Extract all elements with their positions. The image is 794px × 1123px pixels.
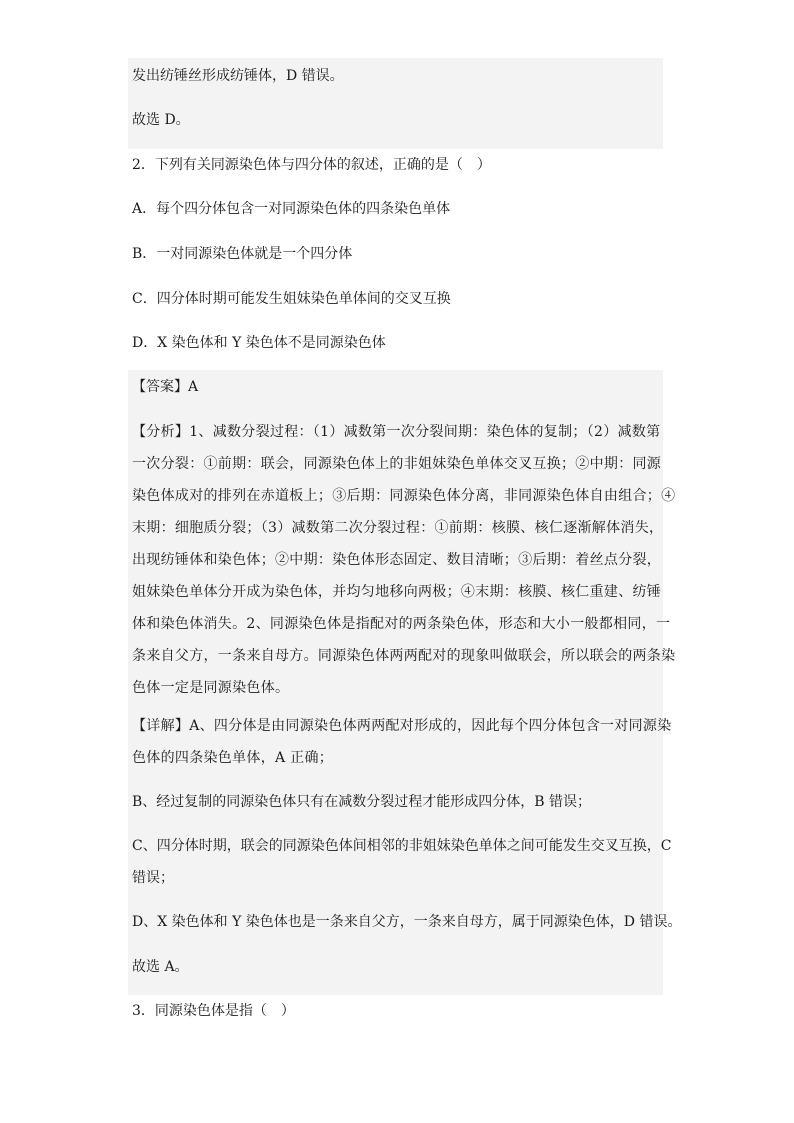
detail-b: B、经过复制的同源染色体只有在减数分裂过程才能形成四分体，B 错误； <box>132 794 592 810</box>
analysis-line-2: 一次分裂：①前期：联会，同源染色体上的非姐妹染色单体交叉互换；②中期：同源 <box>132 456 662 472</box>
question-2-option-a: A．每个四分体包含一对同源染色体的四条染色单体 <box>132 201 451 217</box>
analysis-line-4: 末期：细胞质分裂；（3）减数第二次分裂过程：①前期：核膜、核仁逐渐解体消失， <box>132 520 664 536</box>
question-2-stem: 2．下列有关同源染色体与四分体的叙述，正确的是（ ） <box>132 157 491 173</box>
question-3-stem: 3．同源染色体是指（ ） <box>132 1003 295 1019</box>
detail-line-1: 【详解】A、四分体是由同源染色体两两配对形成的，因此每个四分体包含一对同源染 <box>132 718 672 734</box>
analysis-line-1: 【分析】1、减数分裂过程：（1）减数第一次分裂间期：染色体的复制；（2）减数第 <box>132 424 661 440</box>
question-2-option-d: D．X 染色体和 Y 染色体不是同源染色体 <box>132 335 386 351</box>
analysis-line-3: 染色体成对的排列在赤道板上；③后期：同源染色体分离，非同源染色体自由组合；④ <box>132 488 676 504</box>
analysis-line-8: 条来自父方，一条来自母方。同源染色体两两配对的现象叫做联会，所以联会的两条染 <box>132 648 676 664</box>
prev-explanation-line-2: 故选 D。 <box>132 112 190 128</box>
analysis-line-7: 体和染色体消失。2、同源染色体是指配对的两条染色体，形态和大小一般都相同，一 <box>132 616 671 632</box>
conclusion: 故选 A。 <box>132 959 189 975</box>
question-2-option-c: C．四分体时期可能发生姐妹染色单体间的交叉互换 <box>132 291 451 307</box>
prev-explanation-line-1: 发出纺锤丝形成纺锤体，D 错误。 <box>132 68 344 84</box>
detail-line-2: 色体的四条染色单体，A 正确； <box>132 750 334 766</box>
detail-c-line-1: C、四分体时期，联会的同源染色体间相邻的非姐妹染色单体之间可能发生交叉互换，C <box>132 838 672 854</box>
analysis-line-9: 色体一定是同源染色体。 <box>132 680 290 696</box>
detail-d: D、X 染色体和 Y 染色体也是一条来自父方，一条来自母方，属于同源染色体，D 错误。 <box>132 914 682 930</box>
question-2-option-b: B．一对同源染色体就是一个四分体 <box>132 246 353 262</box>
detail-c-line-2: 错误； <box>132 870 174 886</box>
answer-label: 【答案】A <box>132 379 199 395</box>
analysis-line-5: 出现纺锤体和染色体；②中期：染色体形态固定、数目清晰；③后期：着丝点分裂， <box>132 552 662 568</box>
analysis-line-6: 姐妹染色单体分开成为染色体，并均匀地移向两极；④末期：核膜、核仁重建、纺锤 <box>132 584 662 600</box>
